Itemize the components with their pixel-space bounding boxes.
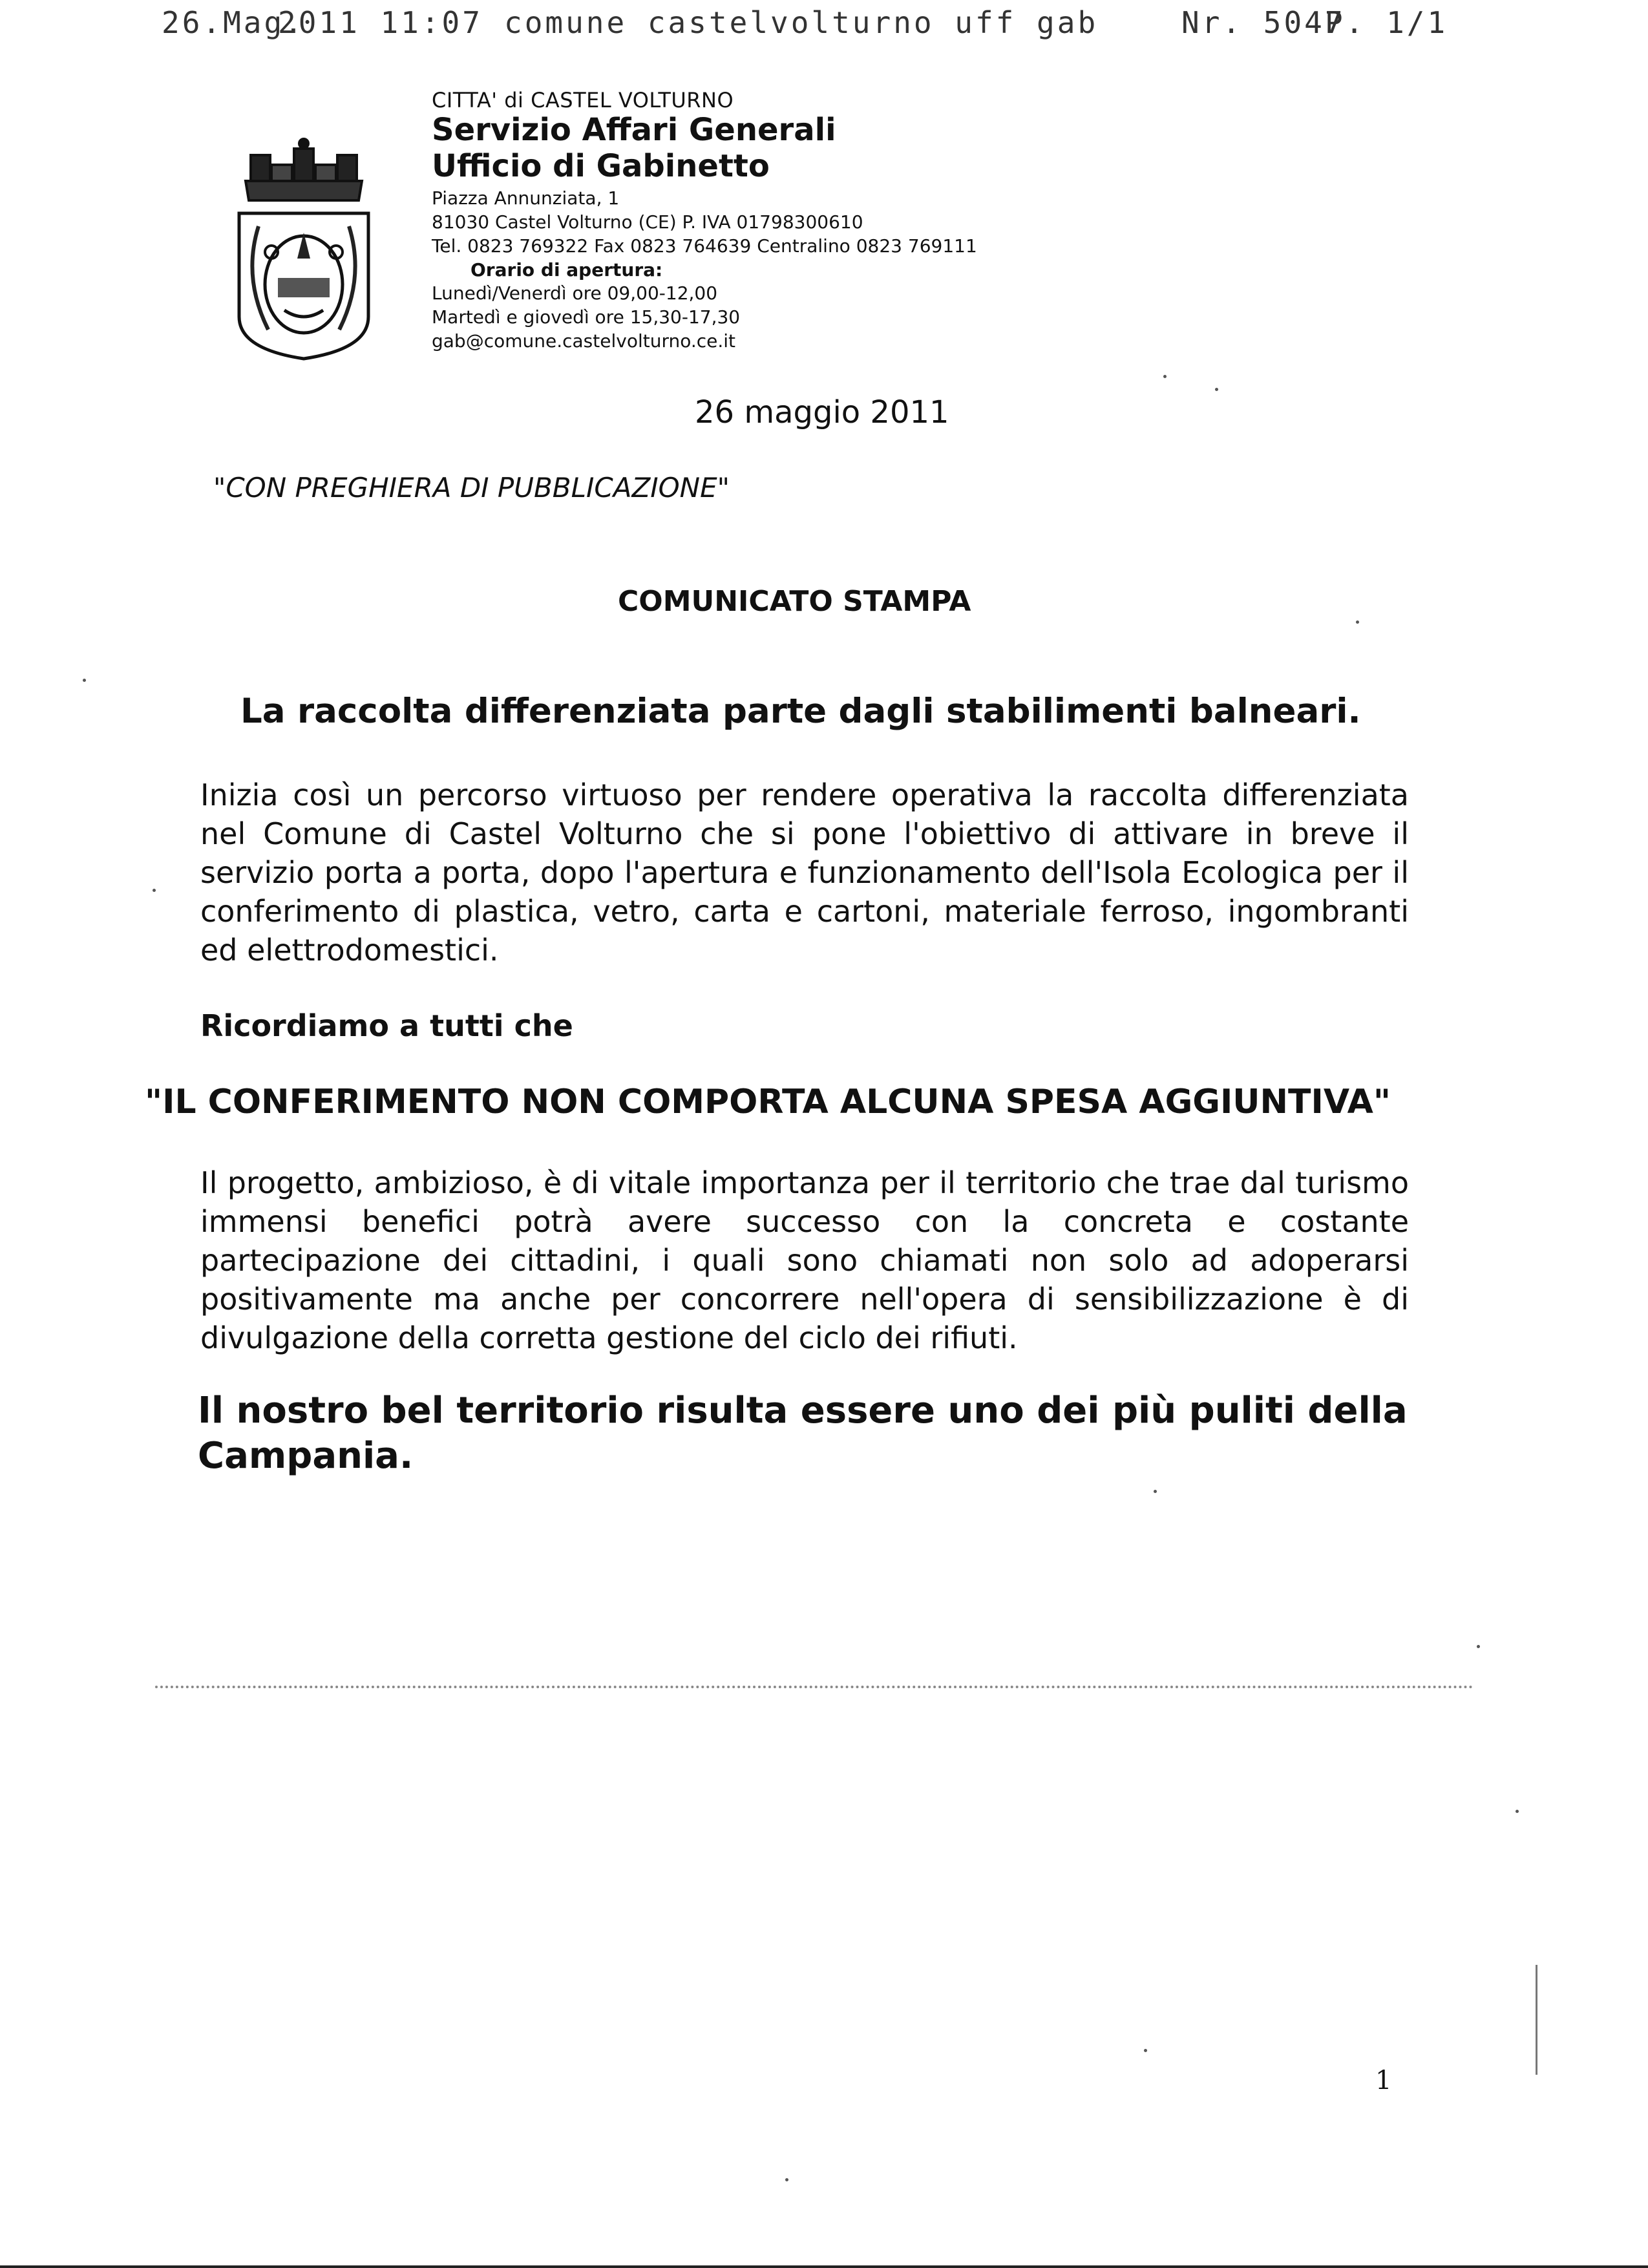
address-street: Piazza Annunziata, 1 xyxy=(432,187,620,209)
service-name: Servizio Affari Generali xyxy=(432,112,836,149)
municipal-crest-icon xyxy=(233,129,375,362)
scan-speck xyxy=(1215,388,1218,391)
reminder-text: Ricordiamo a tutti che xyxy=(200,1008,573,1043)
fax-transmission-header xyxy=(162,5,1454,41)
email-address: gab@comune.castelvolturno.ce.it xyxy=(432,330,736,352)
address-city-vat: 81030 Castel Volturno (CE) P. IVA 01798300610 xyxy=(432,211,863,233)
paragraph-intro: Inizia così un percorso virtuoso per rendere operativa la raccolta differenziata nel Comune di Castel Volturno che si pone l'obiettivo di attivare in breve il servizio porta a porta, dopo l'apertura e funzionamento dell'Isola Ecologica per il conferimento di plastica, vetro, carta e cartoni, materiale ferroso, ingombranti ed elettrodomestici. xyxy=(200,778,1409,968)
scan-speck xyxy=(83,679,86,682)
dotted-divider xyxy=(155,1686,1474,1688)
headline: La raccolta differenziata parte dagli stabilimenti balneari. xyxy=(240,692,1361,731)
scan-speck xyxy=(153,889,156,892)
scan-speck xyxy=(1154,1490,1157,1493)
city-name: CITTA' di CASTEL VOLTURNO xyxy=(432,88,734,112)
scan-speck xyxy=(1163,375,1167,378)
opening-hours-title: Orario di apertura: xyxy=(470,259,663,281)
hours-tue-thu: Martedì e giovedì ore 15,30-17,30 xyxy=(432,306,741,328)
fax-sender: comune castelvolturno uff gab xyxy=(504,5,1099,40)
hours-weekdays: Lunedì/Venerdì ore 09,00-12,00 xyxy=(432,282,718,304)
office-name: Ufficio di Gabinetto xyxy=(432,147,770,184)
document-date: 26 maggio 2011 xyxy=(695,394,949,430)
scan-speck xyxy=(1144,2049,1147,2052)
scan-speck xyxy=(1516,1810,1519,1813)
page-number: 1 xyxy=(1375,2066,1392,2095)
press-release-label: COMUNICATO STAMPA xyxy=(618,585,971,618)
closing-statement: Il nostro bel territorio risulta essere uno dei più puliti della Campania. xyxy=(198,1390,1408,1477)
scan-speck xyxy=(785,2178,788,2181)
fax-date: 26.Mag. xyxy=(162,5,305,40)
fax-number: Nr. 5047 xyxy=(1181,5,1346,40)
publication-request: "CON PREGHIERA DI PUBBLICAZIONE" xyxy=(213,472,730,503)
scan-speck xyxy=(1477,1645,1480,1648)
crown-icon xyxy=(246,139,362,200)
scan-bottom-edge xyxy=(0,2265,1648,2268)
slogan: "IL CONFERIMENTO NON COMPORTA ALCUNA SPESA AGGIUNTIVA" xyxy=(145,1083,1391,1121)
fax-time: 2011 11:07 xyxy=(278,5,483,40)
letterhead xyxy=(432,88,1143,354)
fax-page: P. 1/1 xyxy=(1325,5,1448,40)
scan-speck xyxy=(1356,620,1359,624)
scan-margin-mark xyxy=(1536,1965,1537,2075)
paragraph-project: Il progetto, ambizioso, è di vitale importanza per il territorio che trae dal turismo immensi benefici potrà avere successo con la concreta e costante partecipazione dei cittadini, i quali sono chiamati non solo ad adoperarsi positivamente ma anche per concorrere nell'opera di sensibilizzazione è di divulgazione della corretta gestione del ciclo dei rifiuti. xyxy=(200,1165,1409,1355)
phone-numbers: Tel. 0823 769322 Fax 0823 764639 Centralino 0823 769111 xyxy=(432,235,977,257)
